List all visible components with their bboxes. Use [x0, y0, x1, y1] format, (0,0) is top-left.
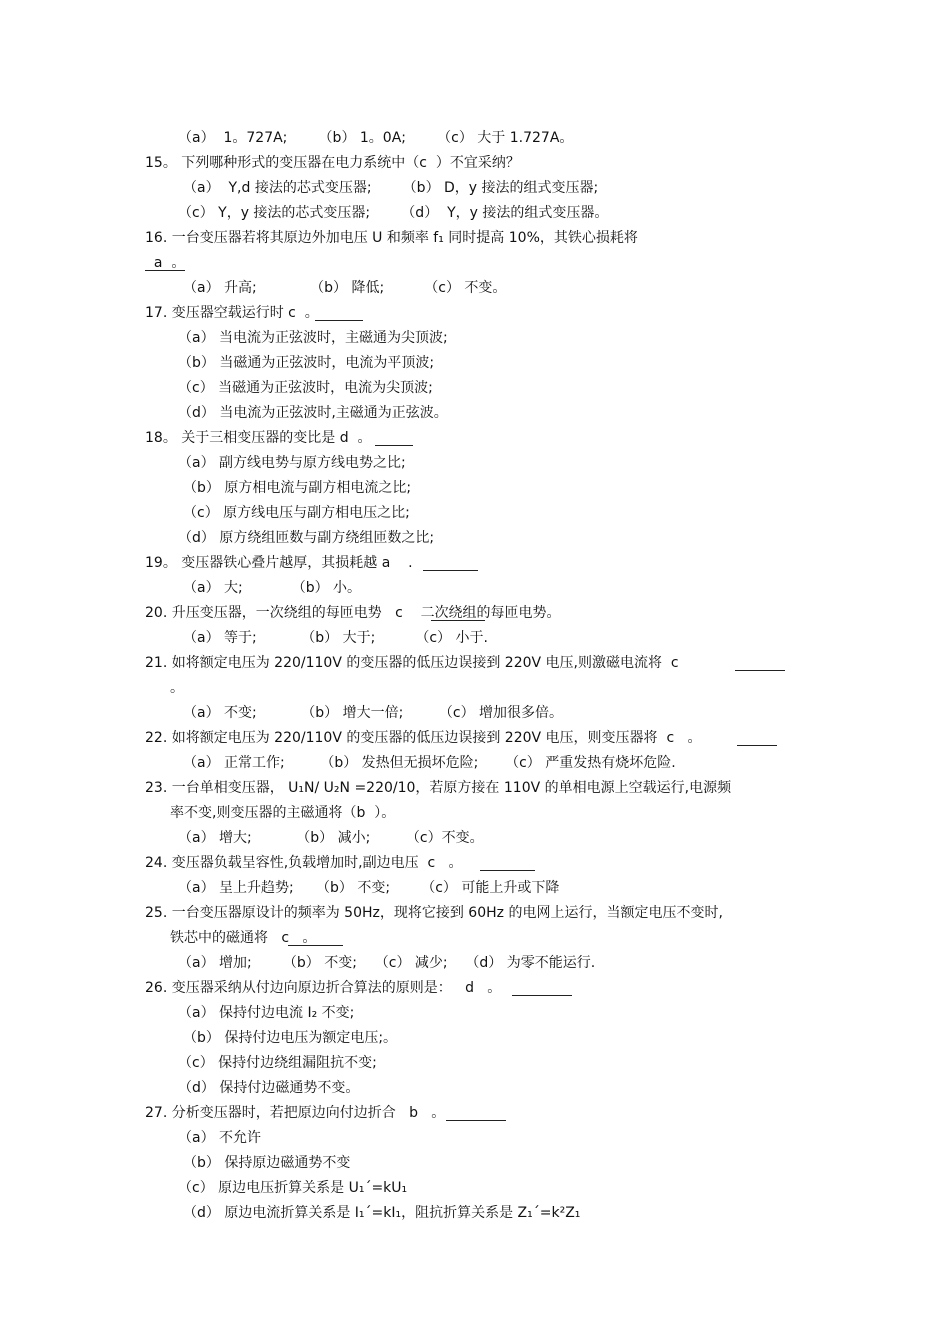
text-line: 率不变,则变压器的主磁通将（b ）。 [170, 805, 396, 821]
text-line: 18。 关于三相变压器的变比是 d 。 [145, 430, 372, 446]
text-line: （c） 当磁通为正弦波时，电流为尖顶波; [178, 380, 433, 396]
text-line: （a） 不变; （b） 增大一倍; （c） 增加很多倍。 [183, 705, 564, 721]
text-line: （a） 呈上升趋势; （b） 不变; （c） 可能上升或下降 [178, 880, 560, 896]
text-line: （a） 增大; （b） 减小; （c）不变。 [178, 830, 484, 846]
text-line: （b） 原方相电流与副方相电流之比; [183, 480, 412, 496]
text-line: 17. 变压器空载运行时 c 。 [145, 305, 319, 321]
text-line: 23. 一台单相变压器， U₁N/ U₂N =220/10，若原方接在 110V 的单相电源上空载运行,电源频 [145, 780, 732, 796]
text-line: （a） Y,d 接法的芯式变压器; （b） D，y 接法的组式变压器; [183, 180, 599, 196]
text-line: （a） 当电流为正弦波时，主磁通为尖顶波; [178, 330, 448, 346]
answer-blank-underline [315, 320, 363, 321]
text-line: （b） 保持原边磁通势不变 [183, 1155, 351, 1171]
text-line: 15。 下列哪种形式的变压器在电力系统中（c ）不宜采纳？ [145, 155, 520, 171]
text-line: （a） 保持付边电流 I₂ 不变; [178, 1005, 355, 1021]
answer-blank-underline [375, 445, 413, 446]
answer-blank-underline [480, 870, 535, 871]
text-line: （a） 升高; （b） 降低; （c） 不变。 [183, 280, 507, 296]
text-line: （d） 保持付边磁通势不变。 [178, 1080, 360, 1096]
text-line: 21. 如将额定电压为 220/110V 的变压器的低压边误接到 220V 电压,则激磁电流将 c [145, 655, 692, 671]
text-line: （a） 增加; （b） 不变; （c） 减少; （d） 为零不能运行. [178, 955, 596, 971]
text-line: 26. 变压器采纳从付边向原边折合算法的原则是： d 。 [145, 980, 502, 996]
text-line: 20. 升压变压器，一次绕组的每匝电势 c 二次绕组的每匝电势。 [145, 605, 561, 621]
text-line: （d） 原边电流折算关系是 I₁´=kI₁，阻抗折算关系是 Z₁´=k²Z₁ [183, 1205, 581, 1221]
text-line: 16. 一台变压器若将其原边外加电压 U 和频率 f₁ 同时提高 10%，其铁心损耗将 [145, 230, 638, 246]
text-line: （d） 当电流为正弦波时,主磁通为正弦波。 [178, 405, 448, 421]
answer-blank-underline [431, 620, 485, 621]
text-line: （a） 不允许 [178, 1130, 262, 1146]
text-line: a 。 [145, 255, 186, 271]
answer-blank-underline [737, 745, 777, 746]
text-line: （a） 正常工作; （b） 发热但无损坏危险; （c） 严重发热有烧坏危险. [183, 755, 676, 771]
text-line: 。 [170, 680, 184, 696]
answer-blank-underline [446, 1120, 506, 1121]
text-line: （b） 保持付边电压为额定电压;。 [183, 1030, 398, 1046]
text-line: （b） 当磁通为正弦波时，电流为平顶波; [178, 355, 435, 371]
text-line: （c） 原方线电压与副方相电压之比; [183, 505, 410, 521]
text-line: （a） 大; （b） 小。 [183, 580, 362, 596]
answer-blank-underline [423, 570, 478, 571]
answer-blank-underline [288, 945, 343, 946]
text-line: （a） 1。727A; （b） 1。0A; （c） 大于 1.727A。 [178, 130, 574, 146]
text-line: 27. 分析变压器时，若把原边向付边折合 b 。 [145, 1105, 446, 1121]
text-line: 25. 一台变压器原设计的频率为 50Hz，现将它接到 60Hz 的电网上运行，当额定电压不变时, [145, 905, 723, 921]
text-line: 22. 如将额定电压为 220/110V 的变压器的低压边误接到 220V 电压，则变压器将 c 。 [145, 730, 702, 746]
text-line: 19。 变压器铁心叠片越厚，其损耗越 a . [145, 555, 413, 571]
answer-blank-underline [512, 995, 572, 996]
answer-blank-underline [145, 270, 185, 271]
text-line: （a） 等于; （b） 大于; （c） 小于. [183, 630, 488, 646]
text-line: （a） 副方线电势与原方线电势之比; [178, 455, 406, 471]
text-line: （c） 原边电压折算关系是 U₁´=kU₁ [178, 1180, 408, 1196]
answer-blank-underline [735, 670, 785, 671]
text-line: （c） Y，y 接法的芯式变压器; （d） Y，y 接法的组式变压器。 [178, 205, 609, 221]
text-line: （d） 原方绕组匝数与副方绕组匝数之比; [178, 530, 435, 546]
text-line: 24. 变压器负载呈容性,负载增加时,副边电压 c 。 [145, 855, 463, 871]
text-line: 铁芯中的磁通将 c 。 [170, 930, 317, 946]
text-line: （c） 保持付边绕组漏阻抗不变; [178, 1055, 377, 1071]
